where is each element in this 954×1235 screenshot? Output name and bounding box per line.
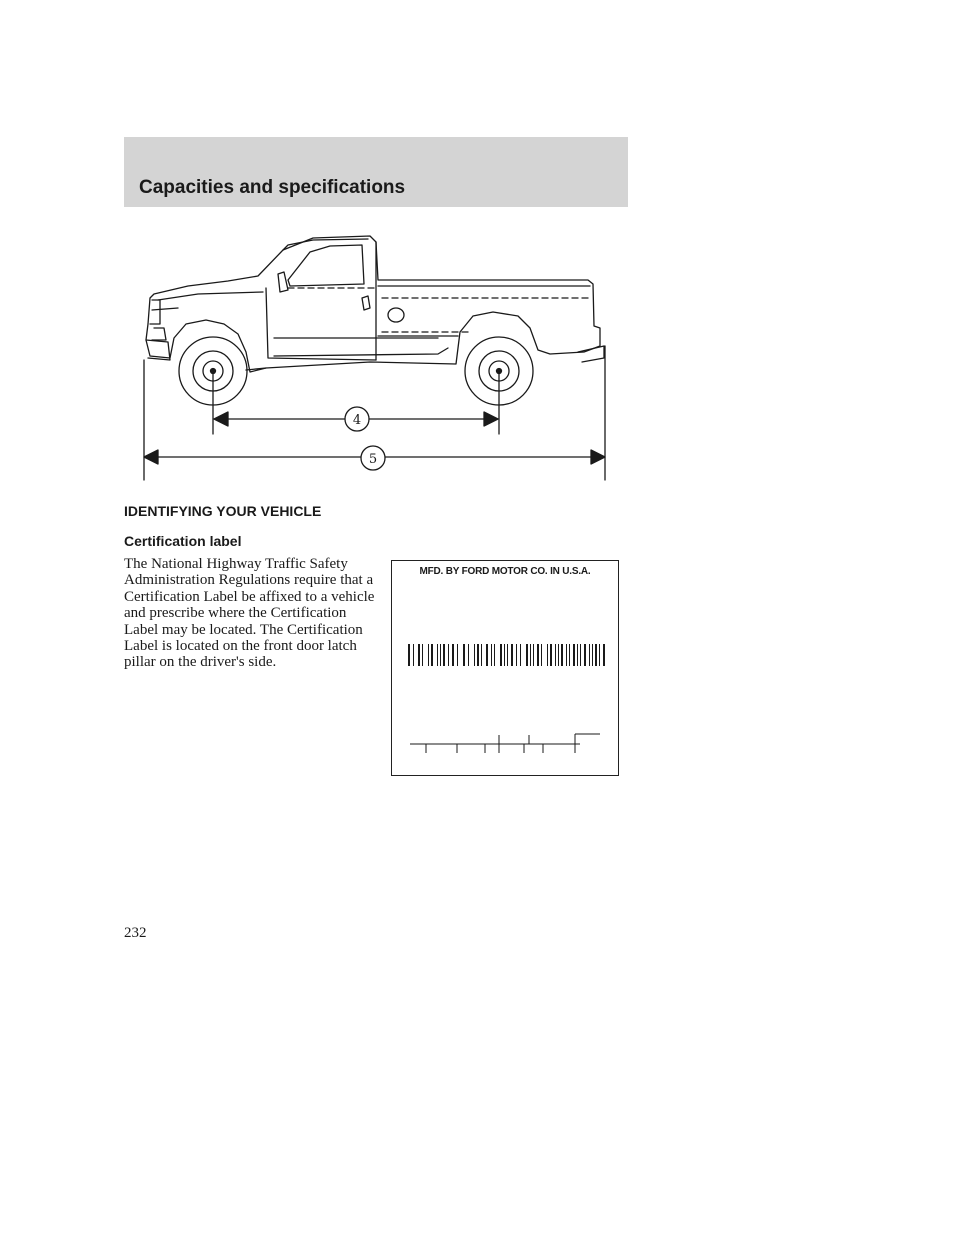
label-field-tick-marks: [410, 731, 604, 757]
chapter-header: [124, 137, 628, 207]
certification-label-illustration: [391, 560, 619, 776]
section-heading: IDENTIFYING YOUR VEHICLE: [124, 503, 322, 519]
body-paragraph: The National Highway Traffic Safety Administration Regulations require that a Certification Label be affixed to a vehicle and prescribe where the Certification Label may be located. The Certification Label is located on the front door latch pillar on the driver's side.: [124, 556, 375, 671]
manufacturer-line: MFD. BY FORD MOTOR CO. IN U.S.A.: [419, 566, 591, 577]
callout-4-label: 4: [352, 413, 362, 428]
callout-wheelbase: [345, 407, 369, 431]
chapter-title: Capacities and specifications: [139, 177, 406, 198]
page-number: 232: [124, 925, 147, 941]
truck-dimension-diagram: [138, 228, 613, 483]
subsection-heading: Certification label: [124, 533, 242, 549]
callout-5-label: 5: [368, 452, 378, 467]
callout-overall-length: [361, 446, 385, 470]
barcode-graphic: [408, 644, 606, 666]
